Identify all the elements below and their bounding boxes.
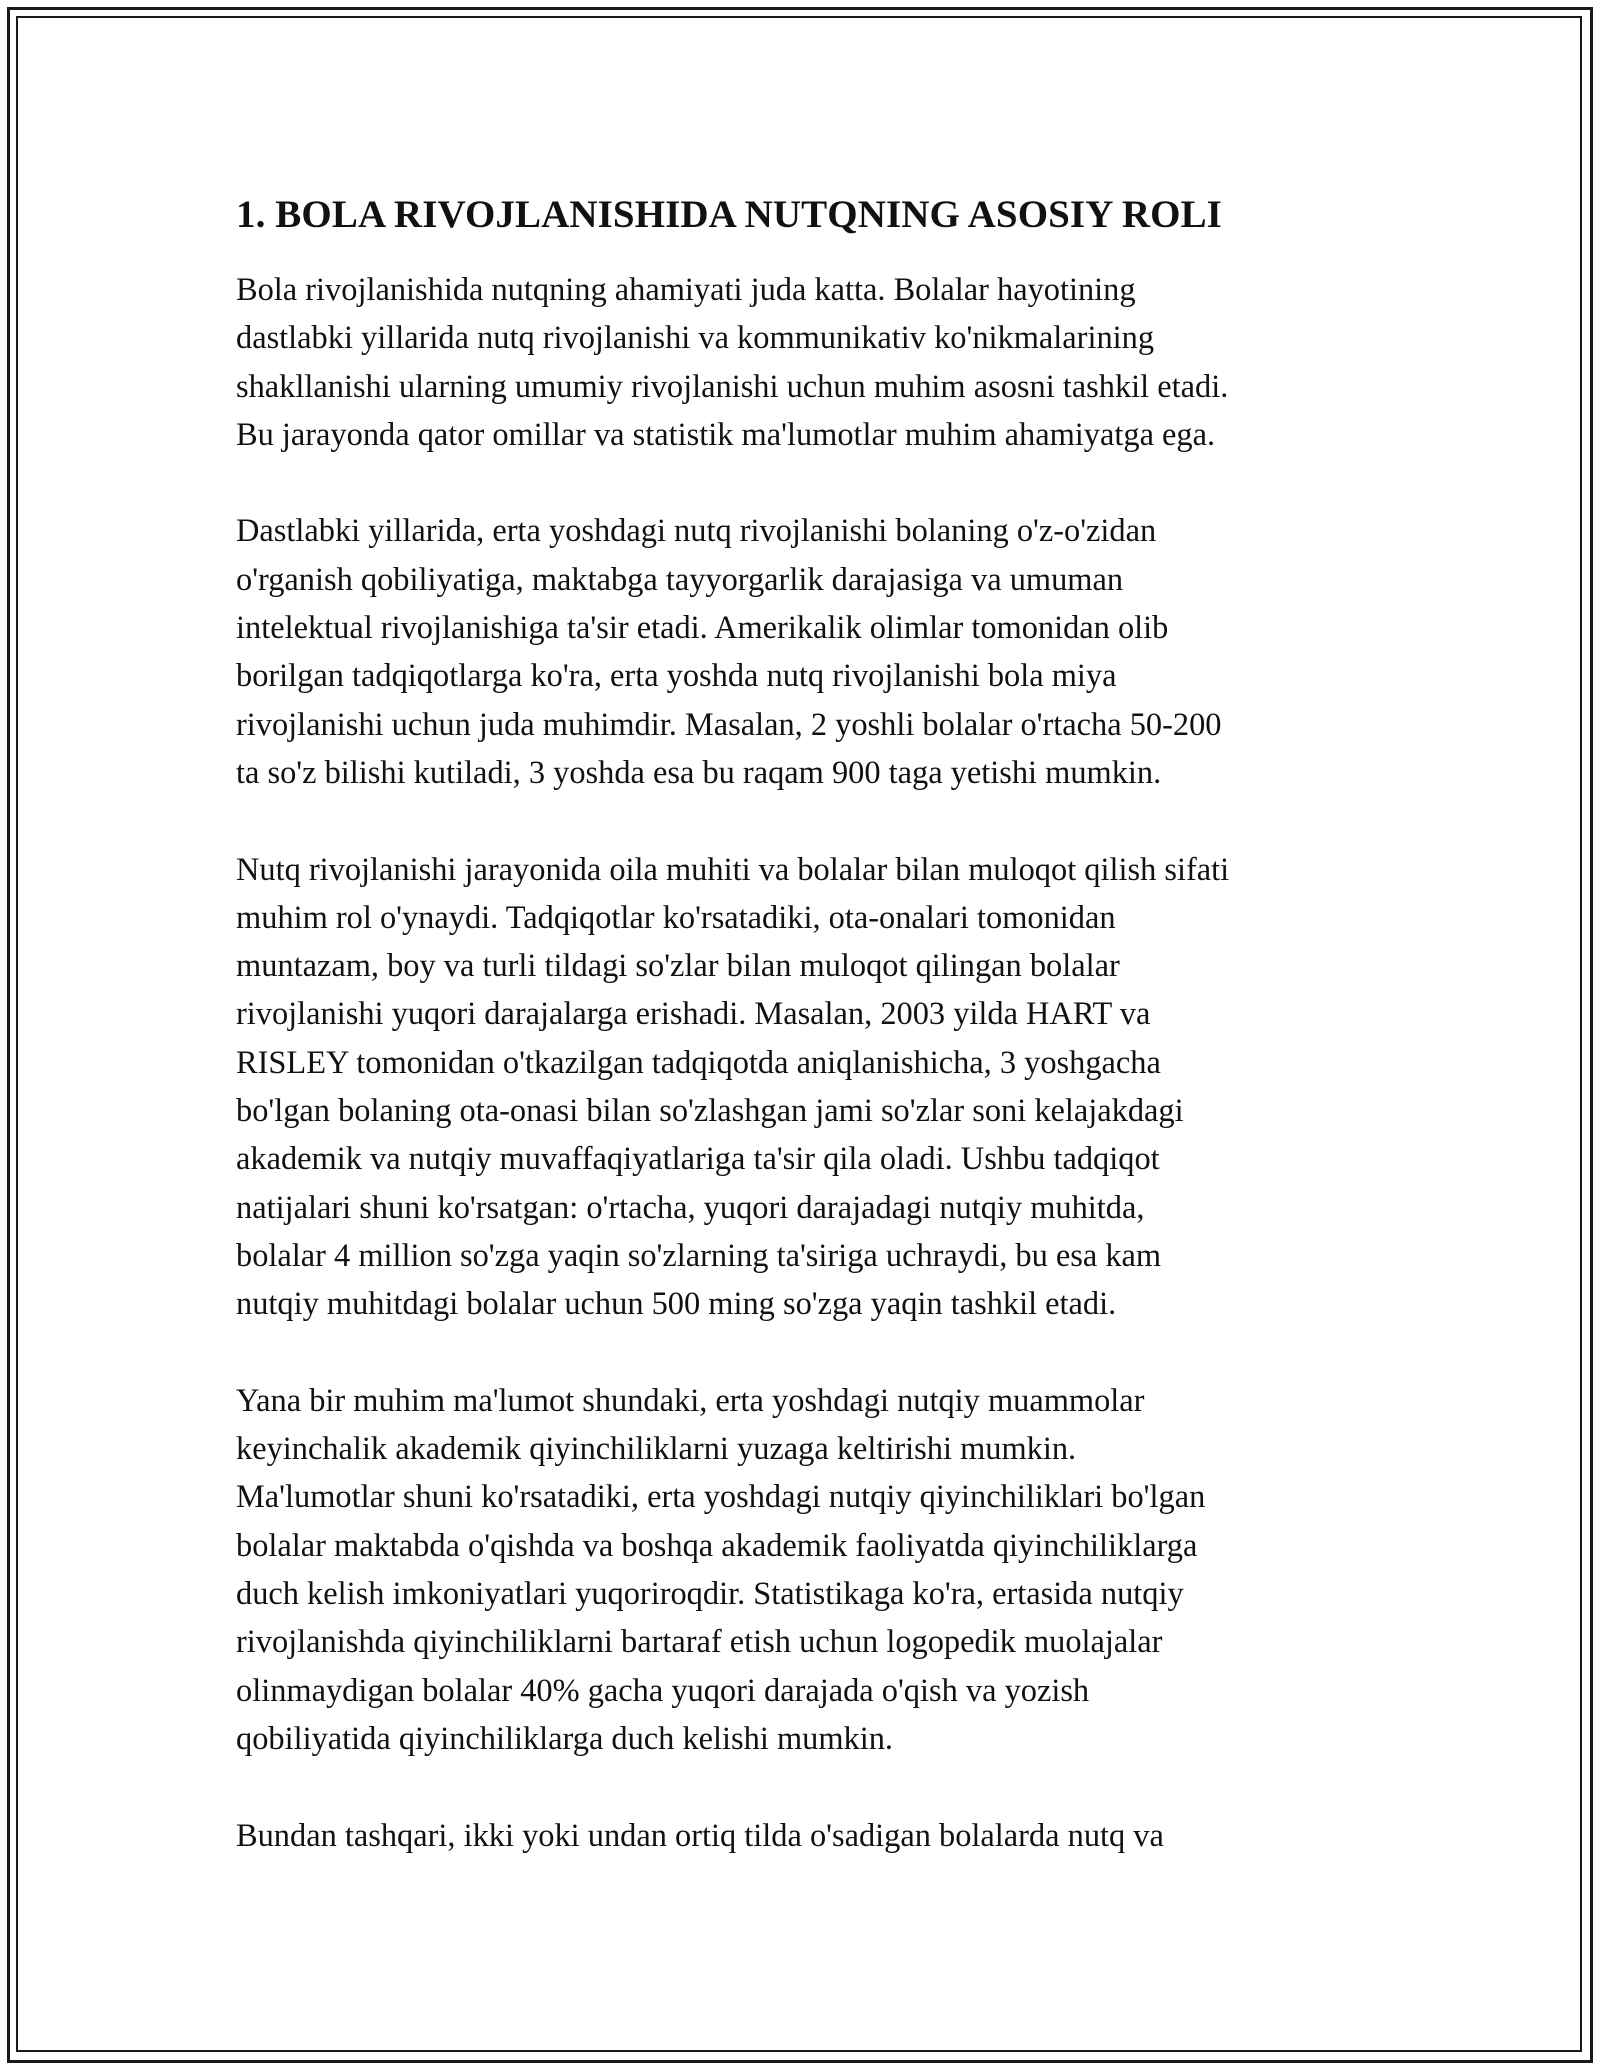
text-line: bolalar maktabda o'qishda va boshqa akademik faoliyatda qiyinchiliklarga	[236, 1527, 1198, 1564]
paragraph-5	[236, 1812, 1366, 1860]
text-line: Nutq rivojlanishi jarayonida oila muhiti va bolalar bilan muloqot qilish sifati	[236, 851, 1230, 888]
text-line: RISLEY tomonidan o'tkazilgan tadqiqotda aniqlanishicha, 3 yoshgacha	[236, 1044, 1161, 1081]
section-title: 1. BOLA RIVOJLANISHIDA NUTQNING ASOSIY ROLI	[236, 193, 1222, 236]
document-body	[236, 190, 1366, 1860]
title-spacer	[236, 240, 1366, 266]
text-line: natijalari shuni ko'rsatgan: o'rtacha, yuqori darajadagi nutqiy muhitda,	[236, 1189, 1145, 1226]
text-line: dastlabki yillarida nutq rivojlanishi va kommunikativ ko'nikmalarining	[236, 320, 1155, 357]
text-line: Bu jarayonda qator omillar va statistik ma'lumotlar muhim ahamiyatga ega.	[236, 416, 1216, 453]
text-line: Ma'lumotlar shuni ko'rsatadiki, erta yoshdagi nutqiy qiyinchiliklari bo'lgan	[236, 1479, 1206, 1516]
text-line: borilgan tadqiqotlarga ko'ra, erta yoshda nutq rivojlanishi bola miya	[236, 658, 1117, 695]
paragraph-1	[236, 266, 1366, 459]
text-line: nutqiy muhitdagi bolalar uchun 500 ming so'zga yaqin tashkil etadi.	[236, 1286, 1117, 1323]
text-line: bolalar 4 million so'zga yaqin so'zlarning ta'siriga uchraydi, bu esa kam	[236, 1237, 1162, 1274]
text-line: keyinchalik akademik qiyinchiliklarni yuzaga keltirishi mumkin.	[236, 1431, 1077, 1468]
text-line: Bola rivojlanishida nutqning ahamiyati juda katta. Bolalar hayotining	[236, 272, 1136, 308]
text-line: akademik va nutqiy muvaffaqiyatlariga ta'sir qila oladi. Ushbu tadqiqot	[236, 1141, 1160, 1178]
text-line: qobiliyatida qiyinchiliklarga duch kelishi mumkin.	[236, 1720, 894, 1757]
paragraph-4	[236, 1377, 1366, 1763]
text-line: o'rganish qobiliyatiga, maktabga tayyorgarlik darajasiga va umuman	[236, 561, 1124, 598]
text-line: bo'lgan bolaning ota-onasi bilan so'zlashgan jami so'zlar soni kelajakdagi	[236, 1093, 1184, 1130]
paragraph-list	[236, 266, 1366, 1860]
text-line: Yana bir muhim ma'lumot shundaki, erta yoshdagi nutqiy muammolar	[236, 1382, 1145, 1419]
text-line: intelektual rivojlanishiga ta'sir etadi. Amerikalik olimlar tomonidan olib	[236, 610, 1169, 647]
text-line: muntazam, boy va turli tildagi so'zlar bilan muloqot qilingan bolalar	[236, 948, 1120, 985]
paragraph-3	[236, 846, 1366, 1329]
text-line: rivojlanishi uchun juda muhimdir. Masalan, 2 yoshli bolalar o'rtacha 50-200	[236, 706, 1222, 743]
text-line: shakllanishi ularning umumiy rivojlanishi uchun muhim asosni tashkil etadi.	[236, 368, 1229, 405]
text-line: duch kelish imkoniyatlari yuqoriroqdir. Statistikaga ko'ra, ertasida nutqiy	[236, 1576, 1184, 1613]
text-line: olinmaydigan bolalar 40% gacha yuqori darajada o'qish va yozish	[236, 1672, 1090, 1709]
text-line: rivojlanishda qiyinchiliklarni bartaraf etish uchun logopedik muolajalar	[236, 1624, 1163, 1661]
text-line: rivojlanishi yuqori darajalarga erishadi. Masalan, 2003 yilda HART va	[236, 996, 1151, 1033]
text-line: Dastlabki yillarida, erta yoshdagi nutq rivojlanishi bolaning o'z-o'zidan	[236, 513, 1157, 550]
text-line: muhim rol o'ynaydi. Tadqiqotlar ko'rsatadiki, ota-onalari tomonidan	[236, 899, 1116, 936]
paragraph-2	[236, 507, 1366, 797]
text-line: ta so'z bilishi kutiladi, 3 yoshda esa bu raqam 900 taga yetishi mumkin.	[236, 754, 1162, 791]
text-line: Bundan tashqari, ikki yoki undan ortiq tilda o'sadigan bolalarda nutq va	[236, 1817, 1164, 1854]
